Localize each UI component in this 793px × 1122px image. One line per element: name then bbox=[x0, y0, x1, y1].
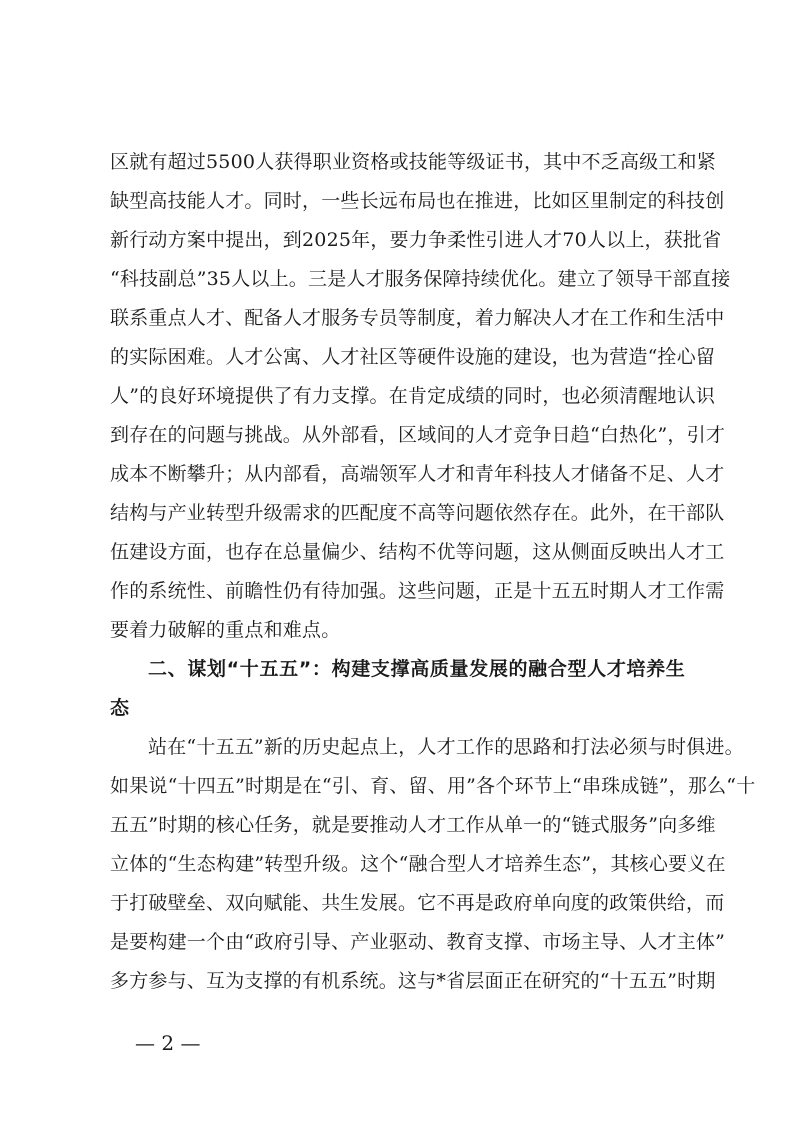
text-line: 多方参与、互为支撑的有机系统。这与*省层面正在研究的“十五五”时期 bbox=[110, 970, 716, 992]
text-line: 联系重点人才、配备人才服务专员等制度，着力解决人才在工作和生活中 bbox=[110, 307, 725, 329]
text-line: 的实际困难。人才公寓、人才社区等硬件设施的建设，也为营造“拴心留 bbox=[110, 346, 716, 368]
text-line: “科技副总”35人以上。三是人才服务保障持续优化。建立了领导干部直接 bbox=[110, 268, 731, 290]
text-line: 作的系统性、前瞻性仍有待加强。这些问题，正是十五五时期人才工作需 bbox=[110, 580, 725, 602]
page-number: — 2 — bbox=[135, 1031, 201, 1055]
text-line: 立体的“生态构建”转型升级。这个“融合型人才培养生态”，其核心要义在 bbox=[110, 853, 726, 875]
text-line: 结构与产业转型升级需求的匹配度不高等问题依然存在。此外，在干部队 bbox=[110, 502, 725, 524]
text-line: 站在“十五五”新的历史起点上，人才工作的思路和打法必须与时俱进。 bbox=[148, 736, 744, 758]
text-line: 人”的良好环境提供了有力支撑。在肯定成绩的同时，也必须清醒地认识 bbox=[110, 385, 716, 407]
text-line: 区就有超过5500人获得职业资格或技能等级证书，其中不乏高级工和紧 bbox=[110, 151, 716, 173]
text-line: 到存在的问题与挑战。从外部看，区域间的人才竞争日趋“白热化”，引才 bbox=[110, 424, 726, 446]
text-line: 如果说“十四五”时期是在“引、育、留、用”各个环节上“串珠成链”，那么“十 bbox=[110, 775, 756, 797]
heading-line: 二、谋划“十五五”：构建支撑高质量发展的融合型人才培养生 bbox=[148, 658, 685, 680]
heading-line: 态 bbox=[110, 697, 130, 719]
text-line: 成本不断攀升；从内部看，高端领军人才和青年科技人才储备不足、人才 bbox=[110, 463, 725, 485]
text-line: 缺型高技能人才。同时，一些长远布局也在推进，比如区里制定的科技创 bbox=[110, 190, 725, 212]
text-line: 于打破壁垒、双向赋能、共生发展。它不再是政府单向度的政策供给，而 bbox=[110, 892, 725, 914]
text-line: 五五”时期的核心任务，就是要推动人才工作从单一的“链式服务”向多维 bbox=[110, 814, 716, 836]
text-line: 要着力破解的重点和难点。 bbox=[110, 619, 341, 641]
text-line: 新行动方案中提出，到2025年，要力争柔性引进人才70人以上，获批省 bbox=[110, 229, 722, 251]
text-line: 伍建设方面，也存在总量偏少、结构不优等问题，这从侧面反映出人才工 bbox=[110, 541, 725, 563]
text-line: 是要构建一个由“政府引导、产业驱动、教育支撑、市场主导、人才主体” bbox=[110, 931, 726, 953]
